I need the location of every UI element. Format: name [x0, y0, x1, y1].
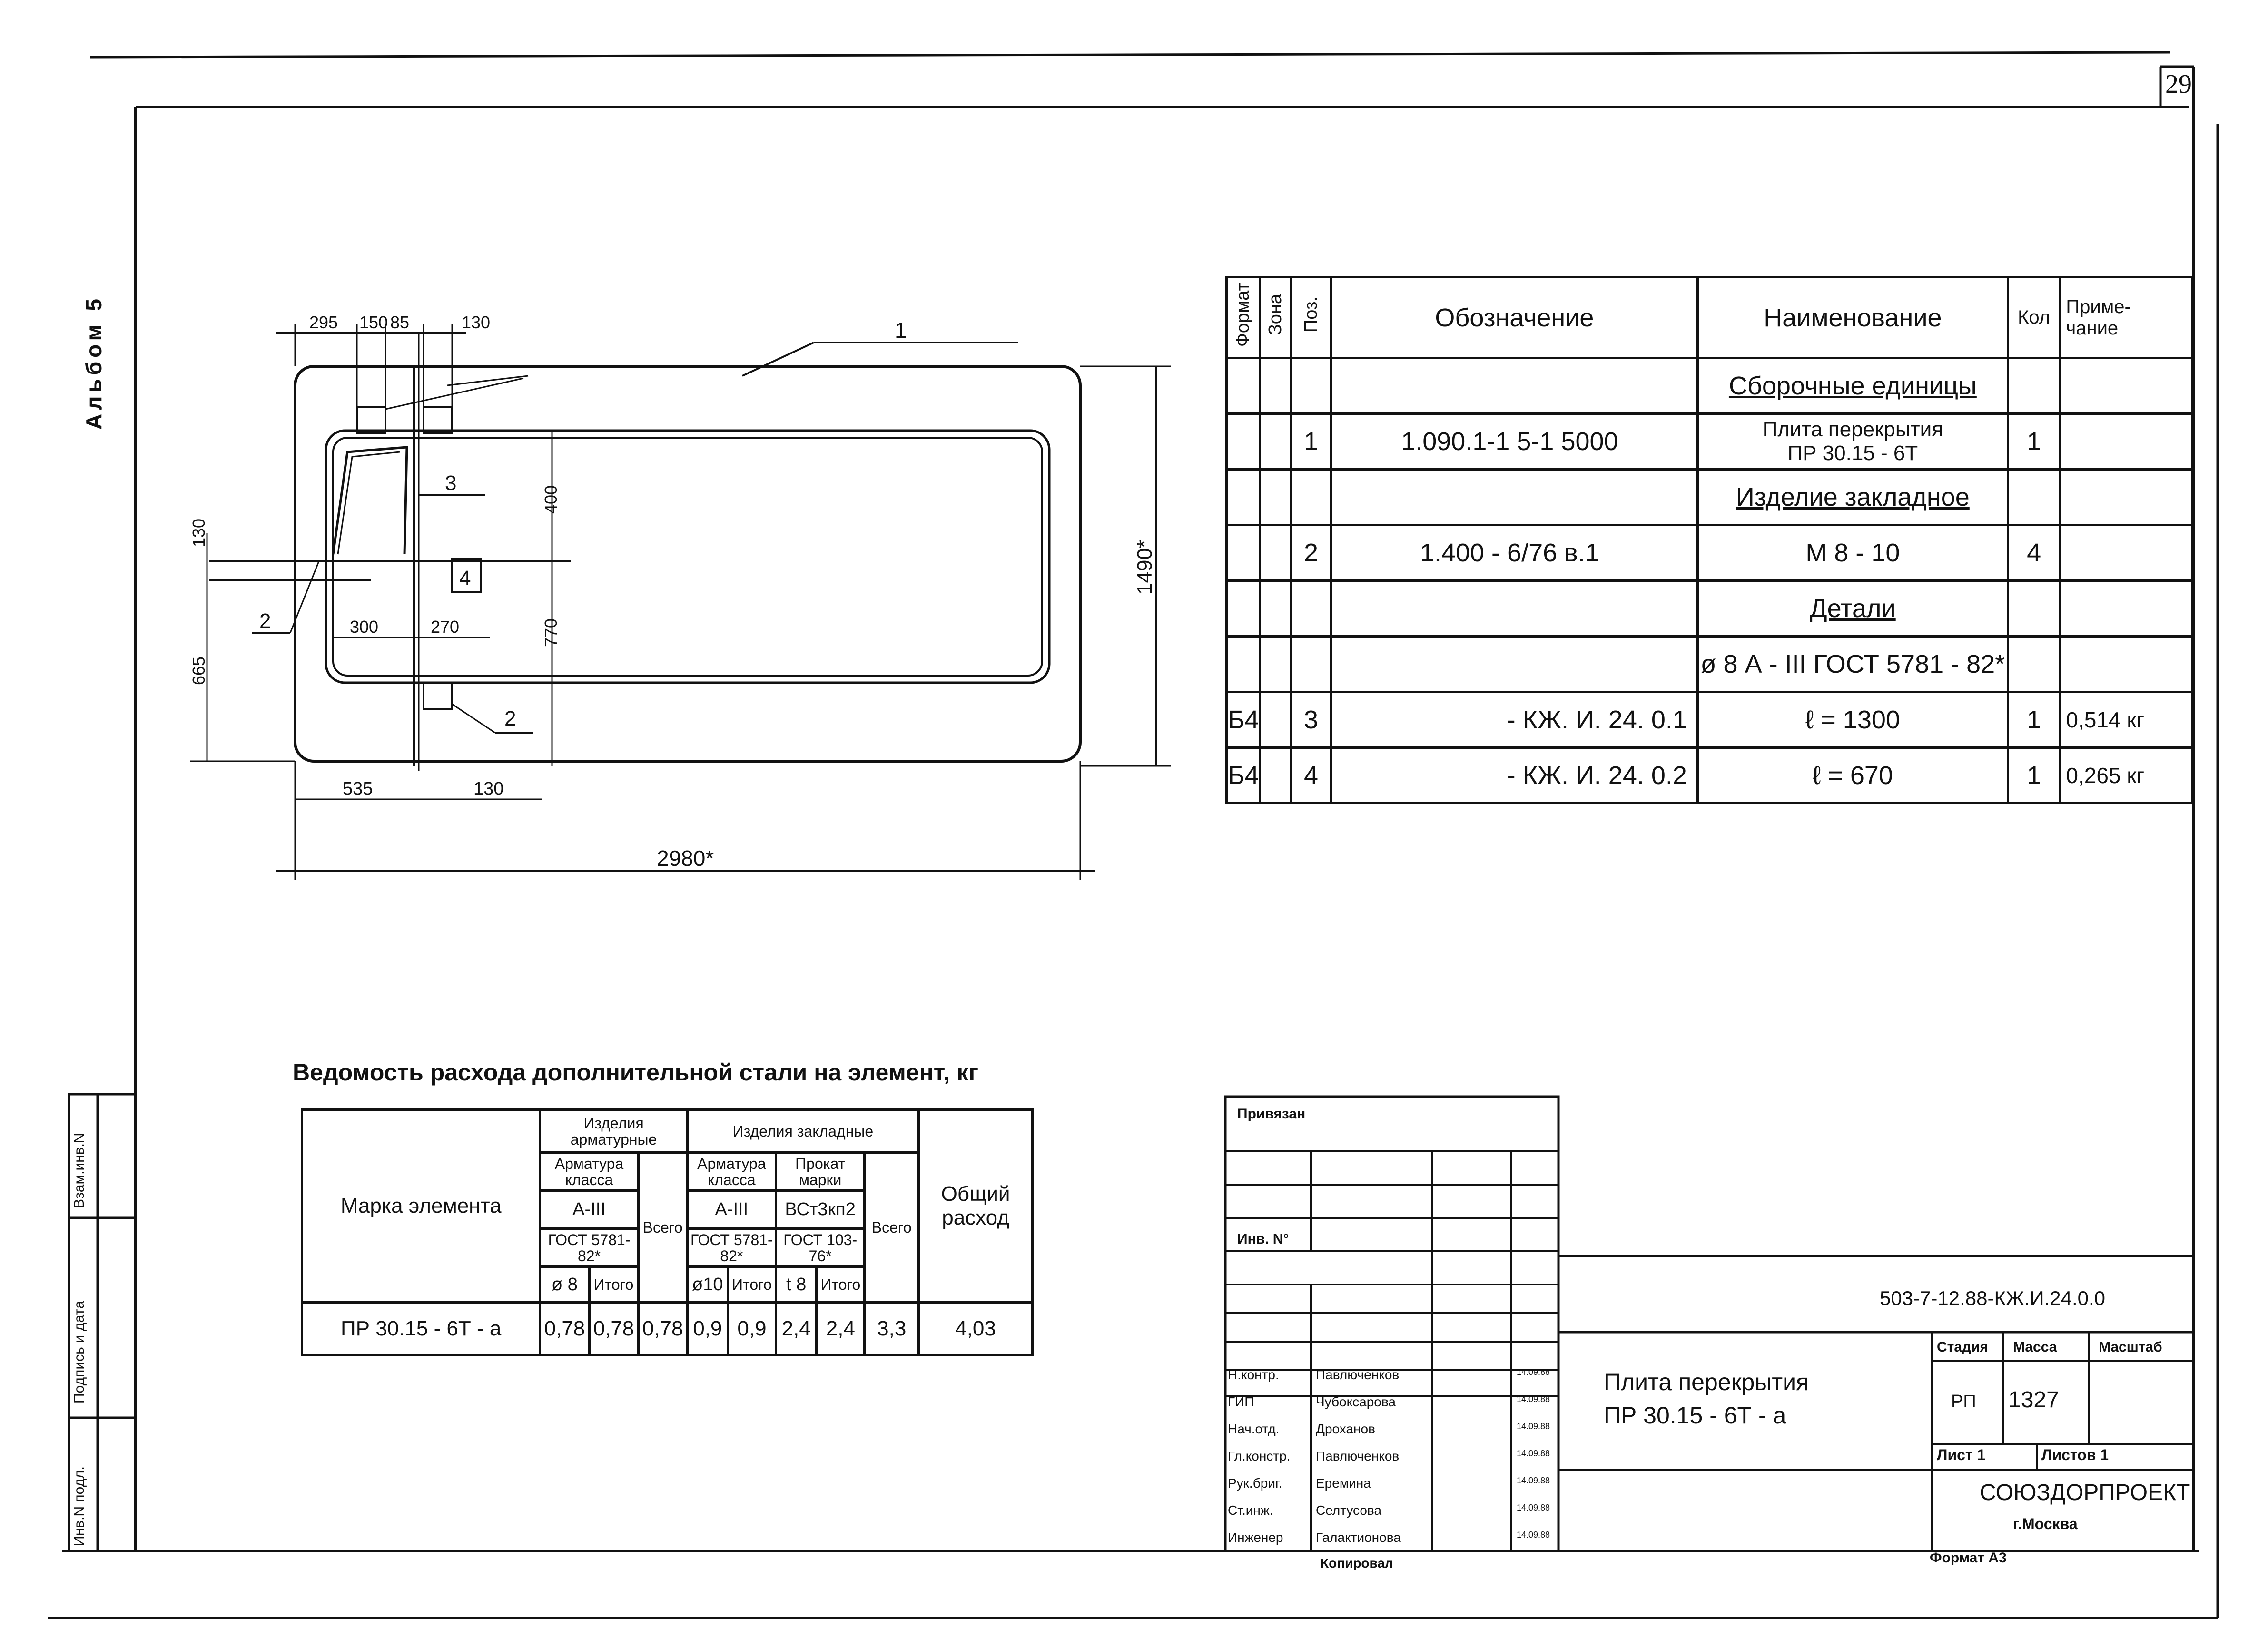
steel-gost-1: ГОСТ 5781-82* — [540, 1229, 638, 1267]
dim-left-130: 130 — [189, 518, 208, 547]
col-pos: Поз. — [1291, 277, 1331, 358]
spec-designation: - КЖ. И. 24. 0.1 — [1331, 692, 1697, 748]
spec-row — [1227, 358, 2193, 414]
tb-sheet: Лист 1 — [1937, 1446, 1986, 1463]
dim-top-295: 295 — [309, 313, 338, 332]
spec-zone — [1260, 581, 1291, 637]
spec-qty: 4 — [2008, 525, 2060, 581]
spec-zone — [1260, 358, 1291, 414]
spec-format: Б4 — [1227, 692, 1260, 748]
spec-pos: 4 — [1291, 748, 1331, 804]
tb-privyazan: Привязан — [1237, 1106, 1306, 1122]
spec-designation — [1331, 637, 1697, 692]
steel-a3: А-III — [540, 1191, 638, 1229]
spec-note — [2060, 637, 2193, 692]
spec-format — [1227, 637, 1260, 692]
spec-row — [1227, 470, 2193, 525]
embedded-part — [424, 407, 452, 433]
tb-name: Чубоксарова — [1316, 1394, 1396, 1409]
steel-a3b: А-III — [687, 1191, 776, 1229]
tb-date: 14.09.88 — [1517, 1422, 1550, 1431]
spec-format — [1227, 358, 1260, 414]
spec-designation — [1331, 358, 1697, 414]
steel-t8: t 8 — [776, 1267, 817, 1303]
tb-date: 14.09.88 — [1517, 1449, 1550, 1458]
steel-h-total-col-1: Всего — [638, 1153, 687, 1303]
tb-date: 14.09.88 — [1517, 1394, 1550, 1404]
plate-outline — [295, 366, 1080, 761]
tb-mass: 1327 — [2008, 1387, 2059, 1413]
tb-mass-h: Масса — [2013, 1339, 2057, 1355]
tb-city: г.Москва — [2013, 1515, 2078, 1532]
side-stamp-signature: Подпись и дата — [71, 1301, 87, 1403]
steel-val: 0,78 — [589, 1303, 638, 1355]
spec-designation — [1331, 581, 1697, 637]
spec-designation — [1331, 470, 1697, 525]
steel-val: 2,4 — [776, 1303, 817, 1355]
spec-qty — [2008, 470, 2060, 525]
spec-qty — [2008, 358, 2060, 414]
steel-h-emb-items: Изделия закладные — [687, 1110, 918, 1153]
spec-zone — [1260, 525, 1291, 581]
tb-role: Рук.бриг. — [1228, 1476, 1282, 1491]
spec-zone — [1260, 470, 1291, 525]
spec-designation: - КЖ. И. 24. 0.2 — [1331, 748, 1697, 804]
tb-name: Селтусова — [1316, 1503, 1382, 1518]
dim-inner-400: 400 — [541, 485, 561, 514]
spec-zone — [1260, 414, 1291, 470]
spec-designation: 1.090.1-1 5-1 5000 — [1331, 414, 1697, 470]
spec-format — [1227, 525, 1260, 581]
dim-left-665: 665 — [189, 656, 208, 685]
tb-people — [1225, 1362, 1558, 1551]
spec-note — [2060, 358, 2193, 414]
steel-h-rolled: Прокат марки — [776, 1153, 865, 1191]
tb-person-row — [1225, 1443, 1558, 1470]
tb-role: Ст.инж. — [1228, 1503, 1273, 1518]
tb-role: Гл.констр. — [1228, 1449, 1291, 1463]
callout-2-left: 2 — [259, 609, 271, 633]
spec-row — [1227, 637, 2193, 692]
spec-pos — [1291, 637, 1331, 692]
tb-title: Плита перекрытия ПР 30.15 - 6Т - а — [1604, 1369, 1809, 1429]
callout-3: 3 — [445, 471, 457, 495]
spec-zone — [1260, 748, 1291, 804]
steel-val: 0,9 — [728, 1303, 776, 1355]
spec-qty — [2008, 637, 2060, 692]
steel-h-arm-items: Изделия арматурные — [540, 1110, 687, 1153]
plate-drawing — [181, 295, 1218, 904]
spec-qty: 1 — [2008, 414, 2060, 470]
tb-date: 14.09.88 — [1517, 1476, 1550, 1485]
tb-scale-h: Масштаб — [2099, 1339, 2162, 1355]
dim-inner-770: 770 — [541, 618, 561, 647]
steel-itogo-2: Итого — [728, 1267, 776, 1303]
col-format: Формат — [1227, 277, 1260, 358]
steel-row-mark: ПР 30.15 - 6Т - а — [302, 1303, 540, 1355]
embedded-part — [357, 407, 385, 433]
spec-row — [1227, 581, 2193, 637]
spec-note: 0,265 кг — [2060, 748, 2193, 804]
steel-d10: ø10 — [687, 1267, 728, 1303]
spec-name: ℓ = 1300 — [1697, 692, 2008, 748]
tb-person-row — [1225, 1362, 1558, 1389]
spec-pos: 1 — [1291, 414, 1331, 470]
spec-qty: 1 — [2008, 748, 2060, 804]
spec-pos — [1291, 470, 1331, 525]
tb-doc-code: 503-7-12.88-КЖ.И.24.0.0 — [1880, 1287, 2106, 1309]
tb-role: Нач.отд. — [1228, 1422, 1280, 1436]
spec-name: ø 8 А - III ГОСТ 5781 - 82* — [1697, 637, 2008, 692]
col-note: Приме- чание — [2060, 277, 2193, 358]
spec-note: 0,514 кг — [2060, 692, 2193, 748]
steel-val: 2,4 — [817, 1303, 865, 1355]
side-stamp-vzam: Взам.инв.N — [71, 1133, 87, 1208]
tb-date: 14.09.88 — [1517, 1530, 1550, 1540]
tb-org: СОЮЗДОРПРОЕКТ — [1980, 1480, 2190, 1505]
tb-role: Инженер — [1228, 1530, 1283, 1545]
spec-format — [1227, 414, 1260, 470]
spec-name: Детали — [1697, 581, 2008, 637]
tb-date: 14.09.88 — [1517, 1503, 1550, 1512]
steel-itogo-1: Итого — [589, 1267, 638, 1303]
tb-person-row — [1225, 1497, 1558, 1524]
spec-pos — [1291, 358, 1331, 414]
steel-vst: ВСт3кп2 — [776, 1191, 865, 1229]
callout-4: 4 — [459, 567, 471, 590]
spec-row — [1227, 525, 2193, 581]
steel-val: 4,03 — [919, 1303, 1033, 1355]
dim-top-130: 130 — [462, 313, 491, 332]
tb-name: Павлюченков — [1316, 1367, 1400, 1382]
spec-name: М 8 - 10 — [1697, 525, 2008, 581]
col-zone: Зона — [1260, 277, 1291, 358]
steel-h-arm-class: Арматура класса — [540, 1153, 638, 1191]
spec-row — [1227, 414, 2193, 470]
dim-inner-300: 300 — [350, 617, 379, 637]
steel-h-total-col-2: Всего — [865, 1153, 919, 1303]
tb-name: Галактионова — [1316, 1530, 1401, 1545]
tb-person-row — [1225, 1524, 1558, 1551]
tb-role: ГИП — [1228, 1394, 1254, 1409]
callout-2-bottom: 2 — [504, 707, 516, 730]
overall-length: 2980* — [657, 846, 714, 871]
spec-note — [2060, 581, 2193, 637]
spec-zone — [1260, 637, 1291, 692]
steel-val: 0,78 — [540, 1303, 589, 1355]
tb-stage: РП — [1951, 1392, 1976, 1412]
tb-date: 14.09.88 — [1517, 1367, 1550, 1377]
steel-itogo-3: Итого — [817, 1267, 865, 1303]
dim-top-150: 150 — [359, 313, 388, 332]
embedded-part — [424, 683, 452, 709]
tb-name: Дроханов — [1316, 1422, 1375, 1436]
spec-format — [1227, 581, 1260, 637]
steel-val: 0,9 — [687, 1303, 728, 1355]
steel-table-title: Ведомость расхода дополнительной стали на элемент, кг — [293, 1059, 979, 1086]
spec-note — [2060, 470, 2193, 525]
spec-pos: 3 — [1291, 692, 1331, 748]
spec-format — [1227, 470, 1260, 525]
tb-stage-h: Стадия — [1937, 1339, 1989, 1355]
col-designation: Обозначение — [1331, 277, 1697, 358]
tb-person-row — [1225, 1389, 1558, 1416]
spec-name: Изделие закладное — [1697, 470, 2008, 525]
steel-h-mark: Марка элемента — [302, 1110, 540, 1303]
tb-sheets: Листов 1 — [2041, 1446, 2109, 1463]
tb-format: Формат A3 — [1930, 1550, 2007, 1566]
spec-zone — [1260, 692, 1291, 748]
spec-pos: 2 — [1291, 525, 1331, 581]
steel-h-total: Общий расход — [919, 1110, 1033, 1303]
callout-1: 1 — [895, 318, 907, 343]
spec-pos — [1291, 581, 1331, 637]
steel-d8: ø 8 — [540, 1267, 589, 1303]
tb-name: Еремина — [1316, 1476, 1371, 1491]
dim-bottom-130: 130 — [473, 779, 504, 799]
tb-copied: Копировал — [1321, 1556, 1393, 1570]
spec-name: Сборочные единицы — [1697, 358, 2008, 414]
steel-h-arm-class-2: Арматура класса — [687, 1153, 776, 1191]
dim-inner-270: 270 — [431, 617, 460, 637]
steel-gost-2: ГОСТ 5781-82* — [687, 1229, 776, 1267]
spec-note — [2060, 525, 2193, 581]
steel-val: 3,3 — [865, 1303, 919, 1355]
overall-width: 1490* — [1133, 540, 1156, 595]
album-label: Альбом 5 — [81, 295, 106, 430]
tb-person-row — [1225, 1416, 1558, 1443]
spec-format: Б4 — [1227, 748, 1260, 804]
dim-bottom-535: 535 — [343, 779, 373, 799]
tb-name: Павлюченков — [1316, 1449, 1400, 1463]
tb-person-row — [1225, 1470, 1558, 1497]
tb-role: Н.контр. — [1228, 1367, 1279, 1382]
spec-note — [2060, 414, 2193, 470]
side-stamp-inv-podl: Инв.N подл. — [71, 1466, 87, 1546]
plate-rib — [326, 431, 1049, 683]
spec-row — [1227, 692, 2193, 748]
spec-row — [1227, 748, 2193, 804]
spec-name: ℓ = 670 — [1697, 748, 2008, 804]
steel-gost-3: ГОСТ 103-76* — [776, 1229, 865, 1267]
spec-designation: 1.400 - 6/76 в.1 — [1331, 525, 1697, 581]
spec-qty — [2008, 581, 2060, 637]
steel-consumption-table — [301, 1108, 1034, 1356]
spec-name: Плита перекрытия ПР 30.15 - 6Т — [1697, 414, 2008, 470]
col-name: Наименование — [1697, 277, 2008, 358]
col-qty: Кол — [2008, 277, 2060, 358]
tb-inv-no: Инв. N° — [1237, 1231, 1289, 1247]
page-number: 29 — [2165, 69, 2192, 99]
spec-qty: 1 — [2008, 692, 2060, 748]
dim-top-85: 85 — [390, 313, 410, 332]
steel-val: 0,78 — [638, 1303, 687, 1355]
specification-table — [1225, 276, 2194, 804]
